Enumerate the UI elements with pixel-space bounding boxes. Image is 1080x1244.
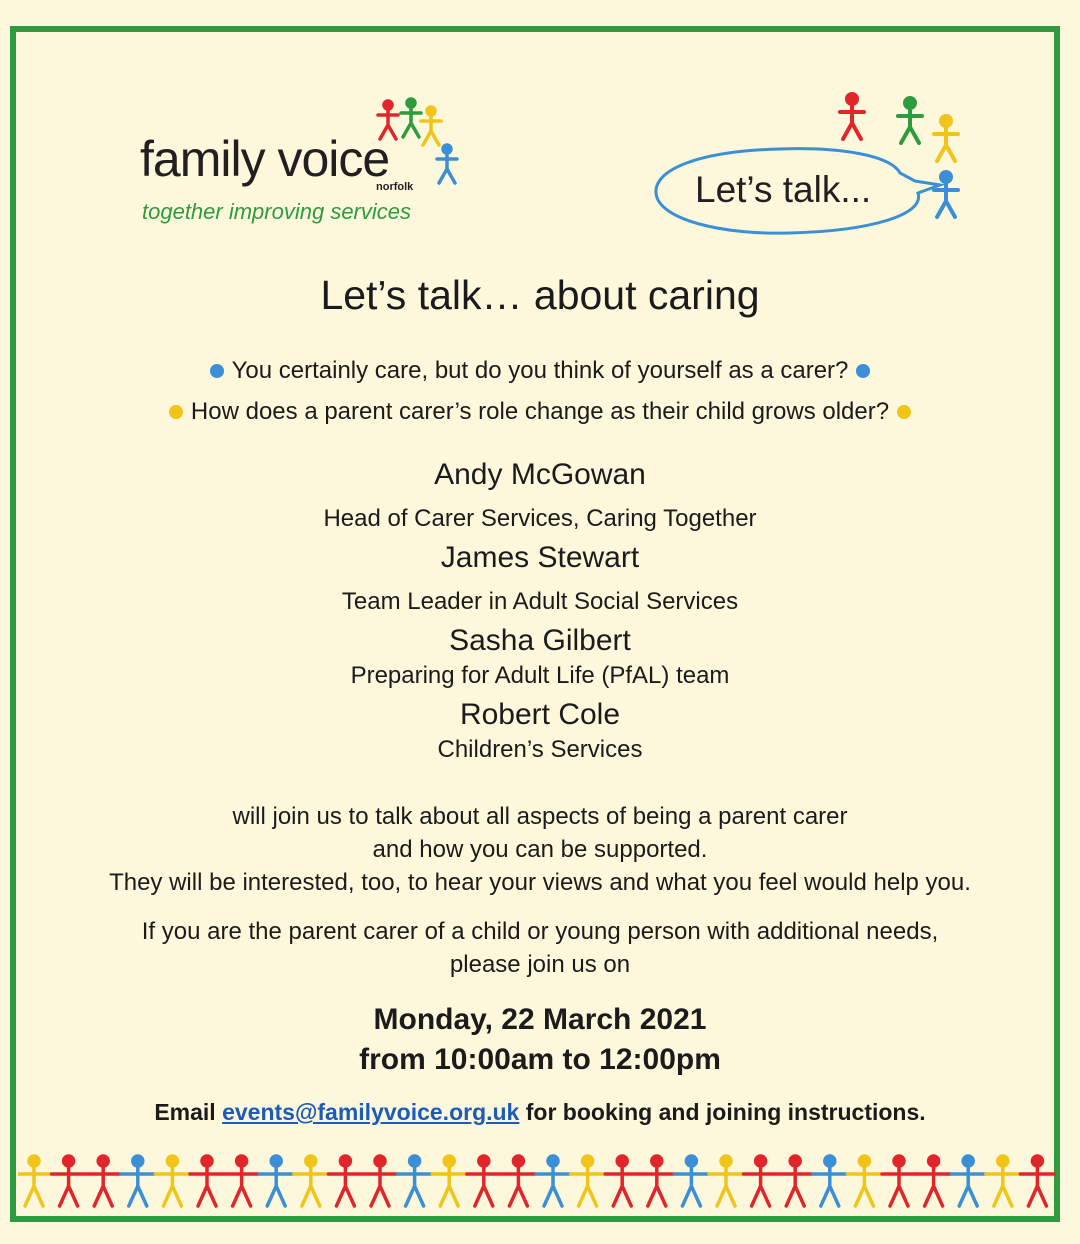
logo-tagline: together improving services xyxy=(142,199,412,224)
stick-figure-icon xyxy=(52,1156,86,1206)
stick-figure-icon xyxy=(294,1156,328,1206)
stick-figure-icon xyxy=(86,1156,120,1206)
logo-name: family voice xyxy=(140,131,390,187)
logo-region: norfolk xyxy=(376,181,414,193)
stick-figure-icon xyxy=(536,1156,570,1206)
stick-figure-icon xyxy=(363,1156,397,1206)
stick-figure-icon xyxy=(1020,1156,1054,1206)
body-line: They will be interested, too, to hear your views and what you feel would help you. xyxy=(109,869,971,896)
stick-figure-icon xyxy=(467,1156,501,1206)
question-1 xyxy=(0,357,1080,385)
speaker-role: Preparing for Adult Life (PfAL) team xyxy=(350,662,730,689)
yellow-bullet-icon xyxy=(897,405,911,419)
stick-figure-icon xyxy=(744,1156,778,1206)
speaker-name: James Stewart xyxy=(440,541,640,574)
stick-figure-icon xyxy=(259,1156,293,1206)
stick-figure-icon xyxy=(847,1156,881,1206)
stick-figure-icon xyxy=(225,1156,259,1206)
stick-figure-icon xyxy=(882,1156,916,1206)
body-line: will join us to talk about all aspects of being a parent carer xyxy=(232,803,848,830)
stick-figure-icon xyxy=(674,1156,708,1206)
speaker-role: Head of Carer Services, Caring Together xyxy=(323,505,757,532)
stick-figure-icon xyxy=(605,1156,639,1206)
stick-figure-icon xyxy=(398,1156,432,1206)
speaker-name: Sasha Gilbert xyxy=(449,624,631,657)
email-prefix: Email xyxy=(154,1099,216,1125)
blue-bullet-icon xyxy=(210,364,224,378)
question-text: How does a parent carer’s role change as their child grows older? xyxy=(190,398,890,425)
badge-text: Let’s talk... xyxy=(695,169,872,210)
stick-figure-icon xyxy=(640,1156,674,1206)
speaker-role: Children’s Services xyxy=(437,736,643,763)
stick-figure-icon xyxy=(813,1156,847,1206)
event-date: Monday, 22 March 2021 xyxy=(373,1003,707,1036)
page-title: Let’s talk… about caring xyxy=(320,272,760,318)
body-line: please join us on xyxy=(449,951,631,978)
lets-talk-badge xyxy=(640,85,980,255)
stick-figure-icon xyxy=(917,1156,951,1206)
stick-figures-border xyxy=(18,1152,1062,1212)
speaker-name: Robert Cole xyxy=(459,698,621,731)
stick-figure-icon xyxy=(18,1156,51,1206)
stick-figure-icon xyxy=(571,1156,605,1206)
stick-figure-icon xyxy=(121,1156,155,1206)
family-voice-logo xyxy=(140,95,460,235)
yellow-bullet-icon xyxy=(169,405,183,419)
body-line: If you are the parent carer of a child or young person with additional needs, xyxy=(141,918,939,945)
stick-figure-icon xyxy=(986,1156,1020,1206)
question-text: You certainly care, but do you think of yourself as a carer? xyxy=(231,357,849,384)
email-line xyxy=(0,1099,1080,1126)
stick-figure-icon xyxy=(155,1156,189,1206)
speaker-role: Team Leader in Adult Social Services xyxy=(341,588,739,615)
stick-figure-icon xyxy=(190,1156,224,1206)
speaker-name: Andy McGowan xyxy=(434,458,646,491)
body-line: and how you can be supported. xyxy=(372,836,708,863)
question-2 xyxy=(0,398,1080,426)
event-time: from 10:00am to 12:00pm xyxy=(359,1043,721,1076)
stick-figure-icon xyxy=(709,1156,743,1206)
stick-figure-icon xyxy=(432,1156,466,1206)
stick-figure-icon xyxy=(951,1156,985,1206)
email-link[interactable]: events@familyvoice.org.uk xyxy=(222,1099,520,1125)
stick-figure-icon xyxy=(328,1156,362,1206)
email-suffix: for booking and joining instructions. xyxy=(525,1099,926,1125)
stick-figure-icon xyxy=(501,1156,535,1206)
blue-bullet-icon xyxy=(856,364,870,378)
stick-figure-icon xyxy=(778,1156,812,1206)
